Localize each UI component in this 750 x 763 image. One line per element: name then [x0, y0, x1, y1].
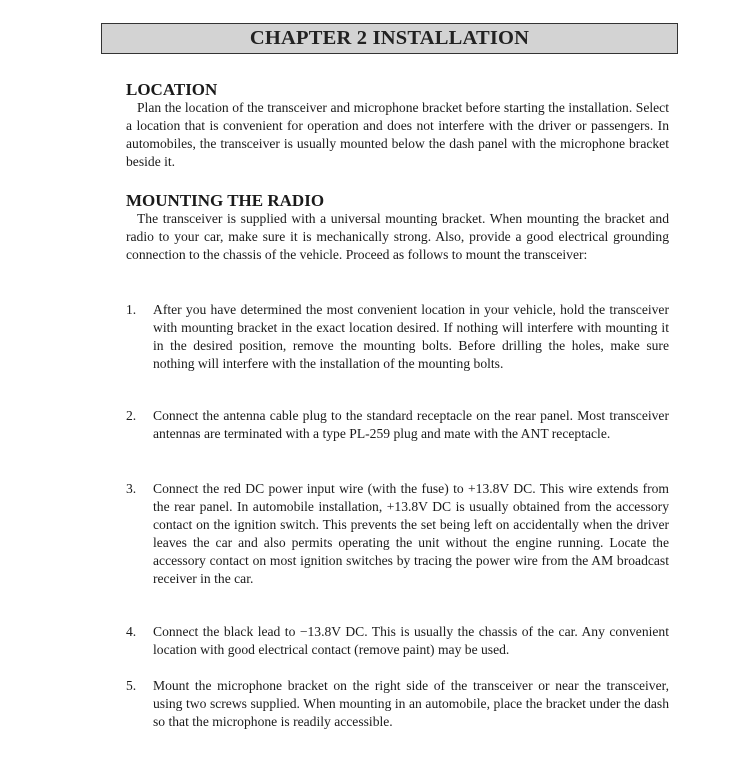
location-heading: LOCATION — [126, 80, 218, 99]
list-item — [126, 480, 669, 588]
list-item — [126, 677, 669, 731]
step-text: Connect the black lead to −13.8V DC. This is usually the chassis of the car. Any convenient location with good electrical contact (remove paint) may be used. — [153, 624, 669, 657]
step-number: 5. — [126, 678, 137, 693]
list-item — [126, 623, 669, 659]
step-text: Connect the red DC power input wire (with the fuse) to +13.8V DC. This wire extends from the rear panel. In automobile installation, +13.8V DC is usually obtained from the accessory contact on the ignition switch. This prevents the set being left on accidentally when the driver leaves the car and also permits operating the unit without the engine running. Locate the accessory contact on most ignition switches by tracing the power wire from the AM broadcast receiver in the car. — [153, 481, 669, 586]
step-text: Connect the antenna cable plug to the standard receptacle on the rear panel. Most transceiver antennas are terminated with a type PL-259 plug and mate with the ANT receptacle. — [153, 408, 669, 441]
step-number: 2. — [126, 408, 137, 423]
step-number: 3. — [126, 481, 137, 496]
step-text: Mount the microphone bracket on the right side of the transceiver or near the transceiver, using two screws supplied. When mounting in an automobile, place the bracket under the dash so that the microphone is readily accessible. — [153, 678, 669, 729]
list-item — [126, 407, 669, 443]
mounting-paragraph: The transceiver is supplied with a universal mounting bracket. When mounting the bracket and radio to your car, make sure it is mechanically strong. Also, provide a good electrical grounding connection to the chassis of the vehicle. Proceed as follows to mount the transceiver: — [126, 211, 669, 262]
step-number: 1. — [126, 302, 137, 317]
mounting-heading: MOUNTING THE RADIO — [126, 191, 325, 210]
chapter-title-banner — [101, 23, 678, 54]
chapter-title: CHAPTER 2 INSTALLATION — [249, 27, 530, 49]
mounting-section — [126, 191, 669, 264]
step-number: 4. — [126, 624, 137, 639]
step-text: After you have determined the most convenient location in your vehicle, hold the transceiver with mounting bracket in the exact location desired. If nothing will interfere with mounting it in the desired position, remove the mounting bolts. Before drilling the holes, make sure nothing will interfere with the installation of the mounting bolts. — [153, 302, 669, 371]
list-item — [126, 301, 669, 373]
location-section — [126, 80, 669, 171]
location-paragraph: Plan the location of the transceiver and microphone bracket before starting the installation. Select a location that is convenient for operation and does not interfere with the driver or passengers. In automobiles, the transceiver is usually mounted below the dash panel with the microphone bracket beside it. — [126, 100, 669, 169]
